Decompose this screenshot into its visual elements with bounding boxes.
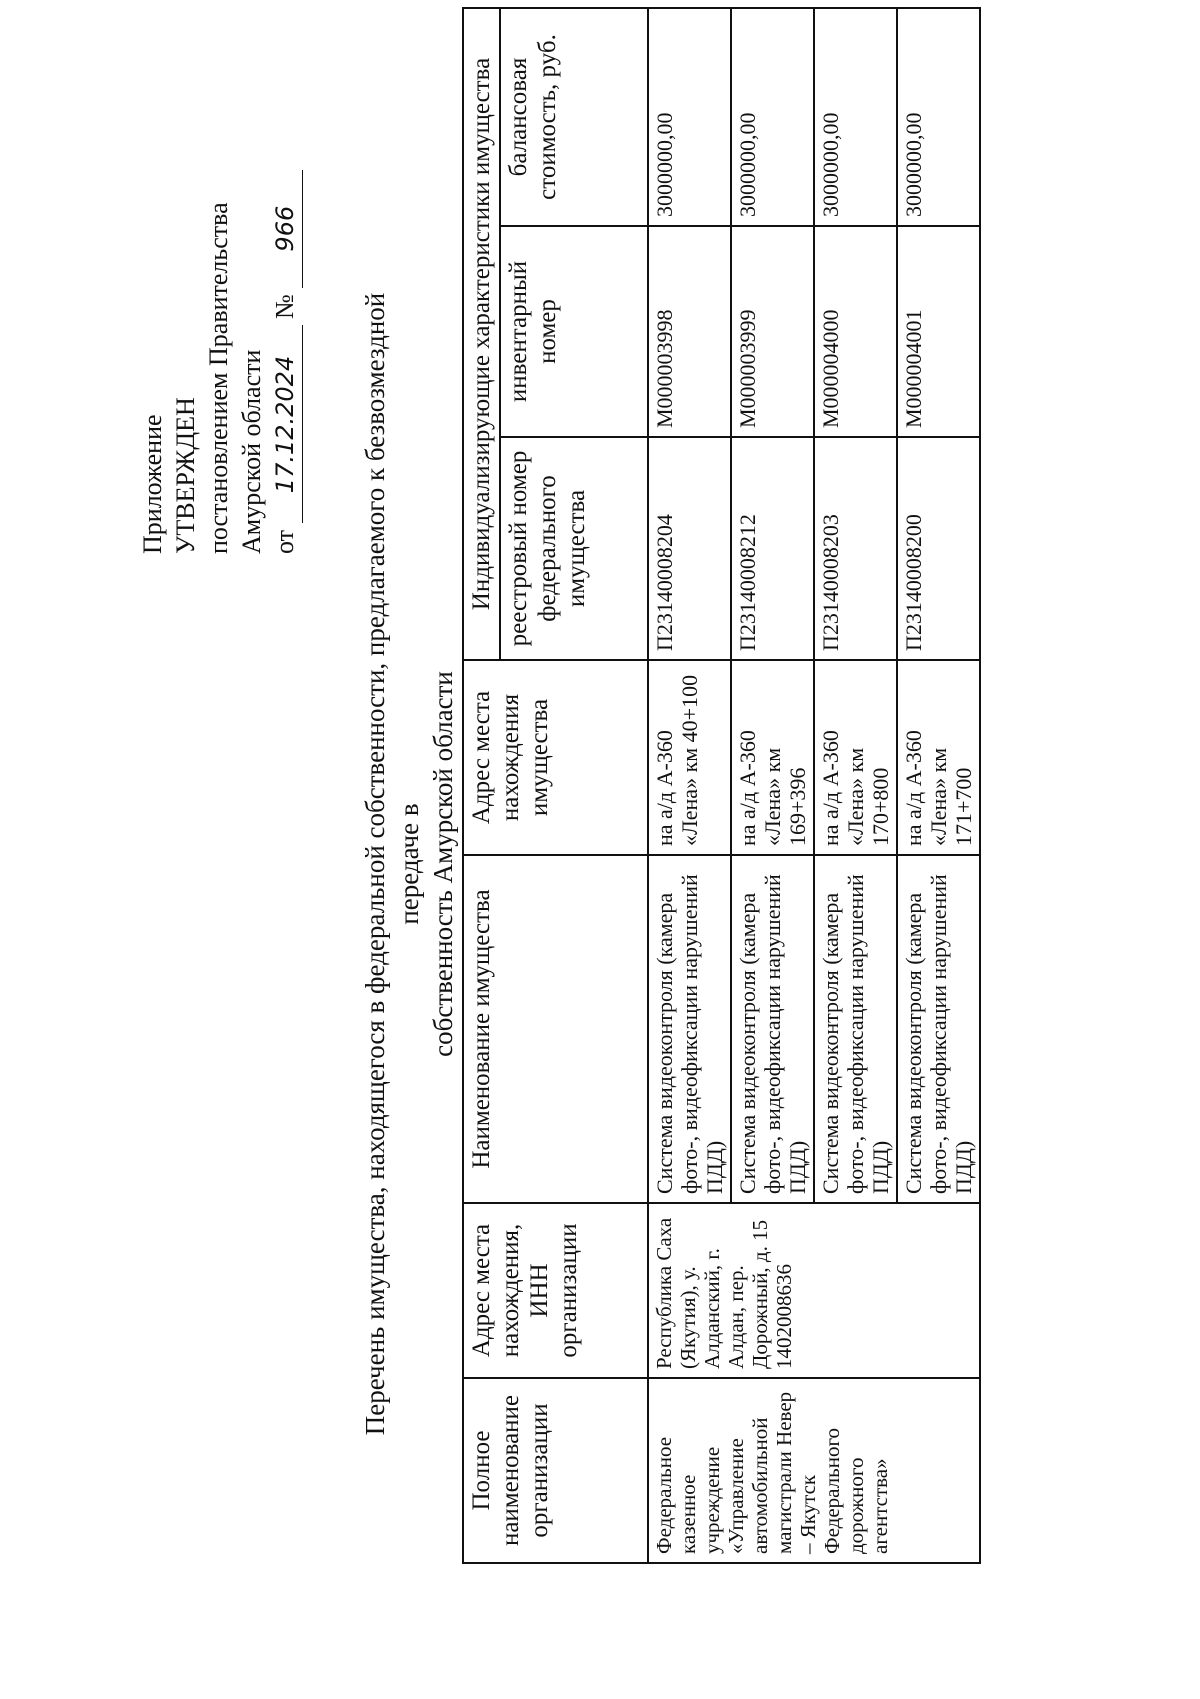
cell-registry-number: П23140008204 (648, 437, 731, 660)
document-title (358, 244, 460, 1484)
cell-property-name: Система видеоконтроля (камера фото-, видеофиксации нарушений ПДД) (897, 855, 980, 1203)
cell-inventory-number: М000004001 (897, 226, 980, 437)
organization-inn: 1402008636 (772, 1264, 796, 1369)
header-inventory-number: инвентарный номер (500, 226, 648, 437)
approval-block (136, 14, 303, 554)
header-property-address: Адрес места нахождения имущества (463, 660, 648, 855)
header-balance-cost: балансовая стоимость, руб. (500, 8, 648, 226)
document-title-line-2: собственность Амурской области (428, 671, 458, 1057)
table-row (648, 8, 731, 1563)
cell-property-address: на а/д А-360 «Лена» км 171+700 (897, 660, 980, 855)
header-registry-number: реестровый номер федерального имущества (500, 437, 648, 660)
organization-address: Республика Саха (Якутия), у. Алданский, г. Алдан, пер. Дорожный, д. 15 (652, 1217, 772, 1369)
approval-region: Амурской области (237, 349, 266, 554)
cell-organization-address (648, 1203, 980, 1378)
cell-registry-number: П23140008200 (897, 437, 980, 660)
approval-date-line (268, 14, 303, 554)
property-table (462, 7, 981, 1564)
cell-organization-name: Федеральное казенное учреждение «Управление автомобильной магистрали Невер – Якутск Федерального дорожного агентства» (648, 1378, 980, 1563)
cell-balance-cost: 3000000,00 (648, 8, 731, 226)
approval-appendix: Приложение (138, 414, 167, 554)
cell-inventory-number: М000004000 (814, 226, 897, 437)
cell-property-address: на а/д А-360 «Лена» км 169+396 (731, 660, 814, 855)
cell-registry-number: П23140008203 (814, 437, 897, 660)
header-characteristics: Индивидуализирующие характеристики имущества (463, 8, 500, 660)
cell-property-name: Система видеоконтроля (камера фото-, видеофиксации нарушений ПДД) (814, 855, 897, 1203)
cell-inventory-number: М000003999 (731, 226, 814, 437)
cell-inventory-number: М000003998 (648, 226, 731, 437)
cell-registry-number: П23140008212 (731, 437, 814, 660)
cell-property-name: Система видеоконтроля (камера фото-, видеофиксации нарушений ПДД) (731, 855, 814, 1203)
cell-property-name: Система видеоконтроля (камера фото-, видеофиксации нарушений ПДД) (648, 855, 731, 1203)
table-header-row (463, 8, 500, 1563)
header-org-address: Адрес места нахождения, ИНН организации (463, 1203, 648, 1378)
approval-approved: УТВЕРЖДЕН (171, 397, 200, 554)
approval-date: 17.12.2024 (269, 325, 303, 523)
cell-property-address: на а/д А-360 «Лена» км 170+800 (814, 660, 897, 855)
header-property-name: Наименование имущества (463, 855, 648, 1203)
approval-from-label: от (270, 529, 299, 554)
cell-balance-cost: 3000000,00 (731, 8, 814, 226)
cell-balance-cost: 3000000,00 (897, 8, 980, 226)
approval-number: 966 (269, 170, 303, 288)
document-title-line-1: Перечень имущества, находящегося в федеральной собственности, предлагаемого к безвозмездной передаче в (360, 292, 424, 1436)
cell-property-address: на а/д А-360 «Лена» км 40+100 (648, 660, 731, 855)
cell-balance-cost: 3000000,00 (814, 8, 897, 226)
approval-number-label: № (270, 294, 299, 319)
header-full-name: Полное наименование организации (463, 1378, 648, 1563)
approval-decree: постановлением Правительства (204, 202, 233, 554)
